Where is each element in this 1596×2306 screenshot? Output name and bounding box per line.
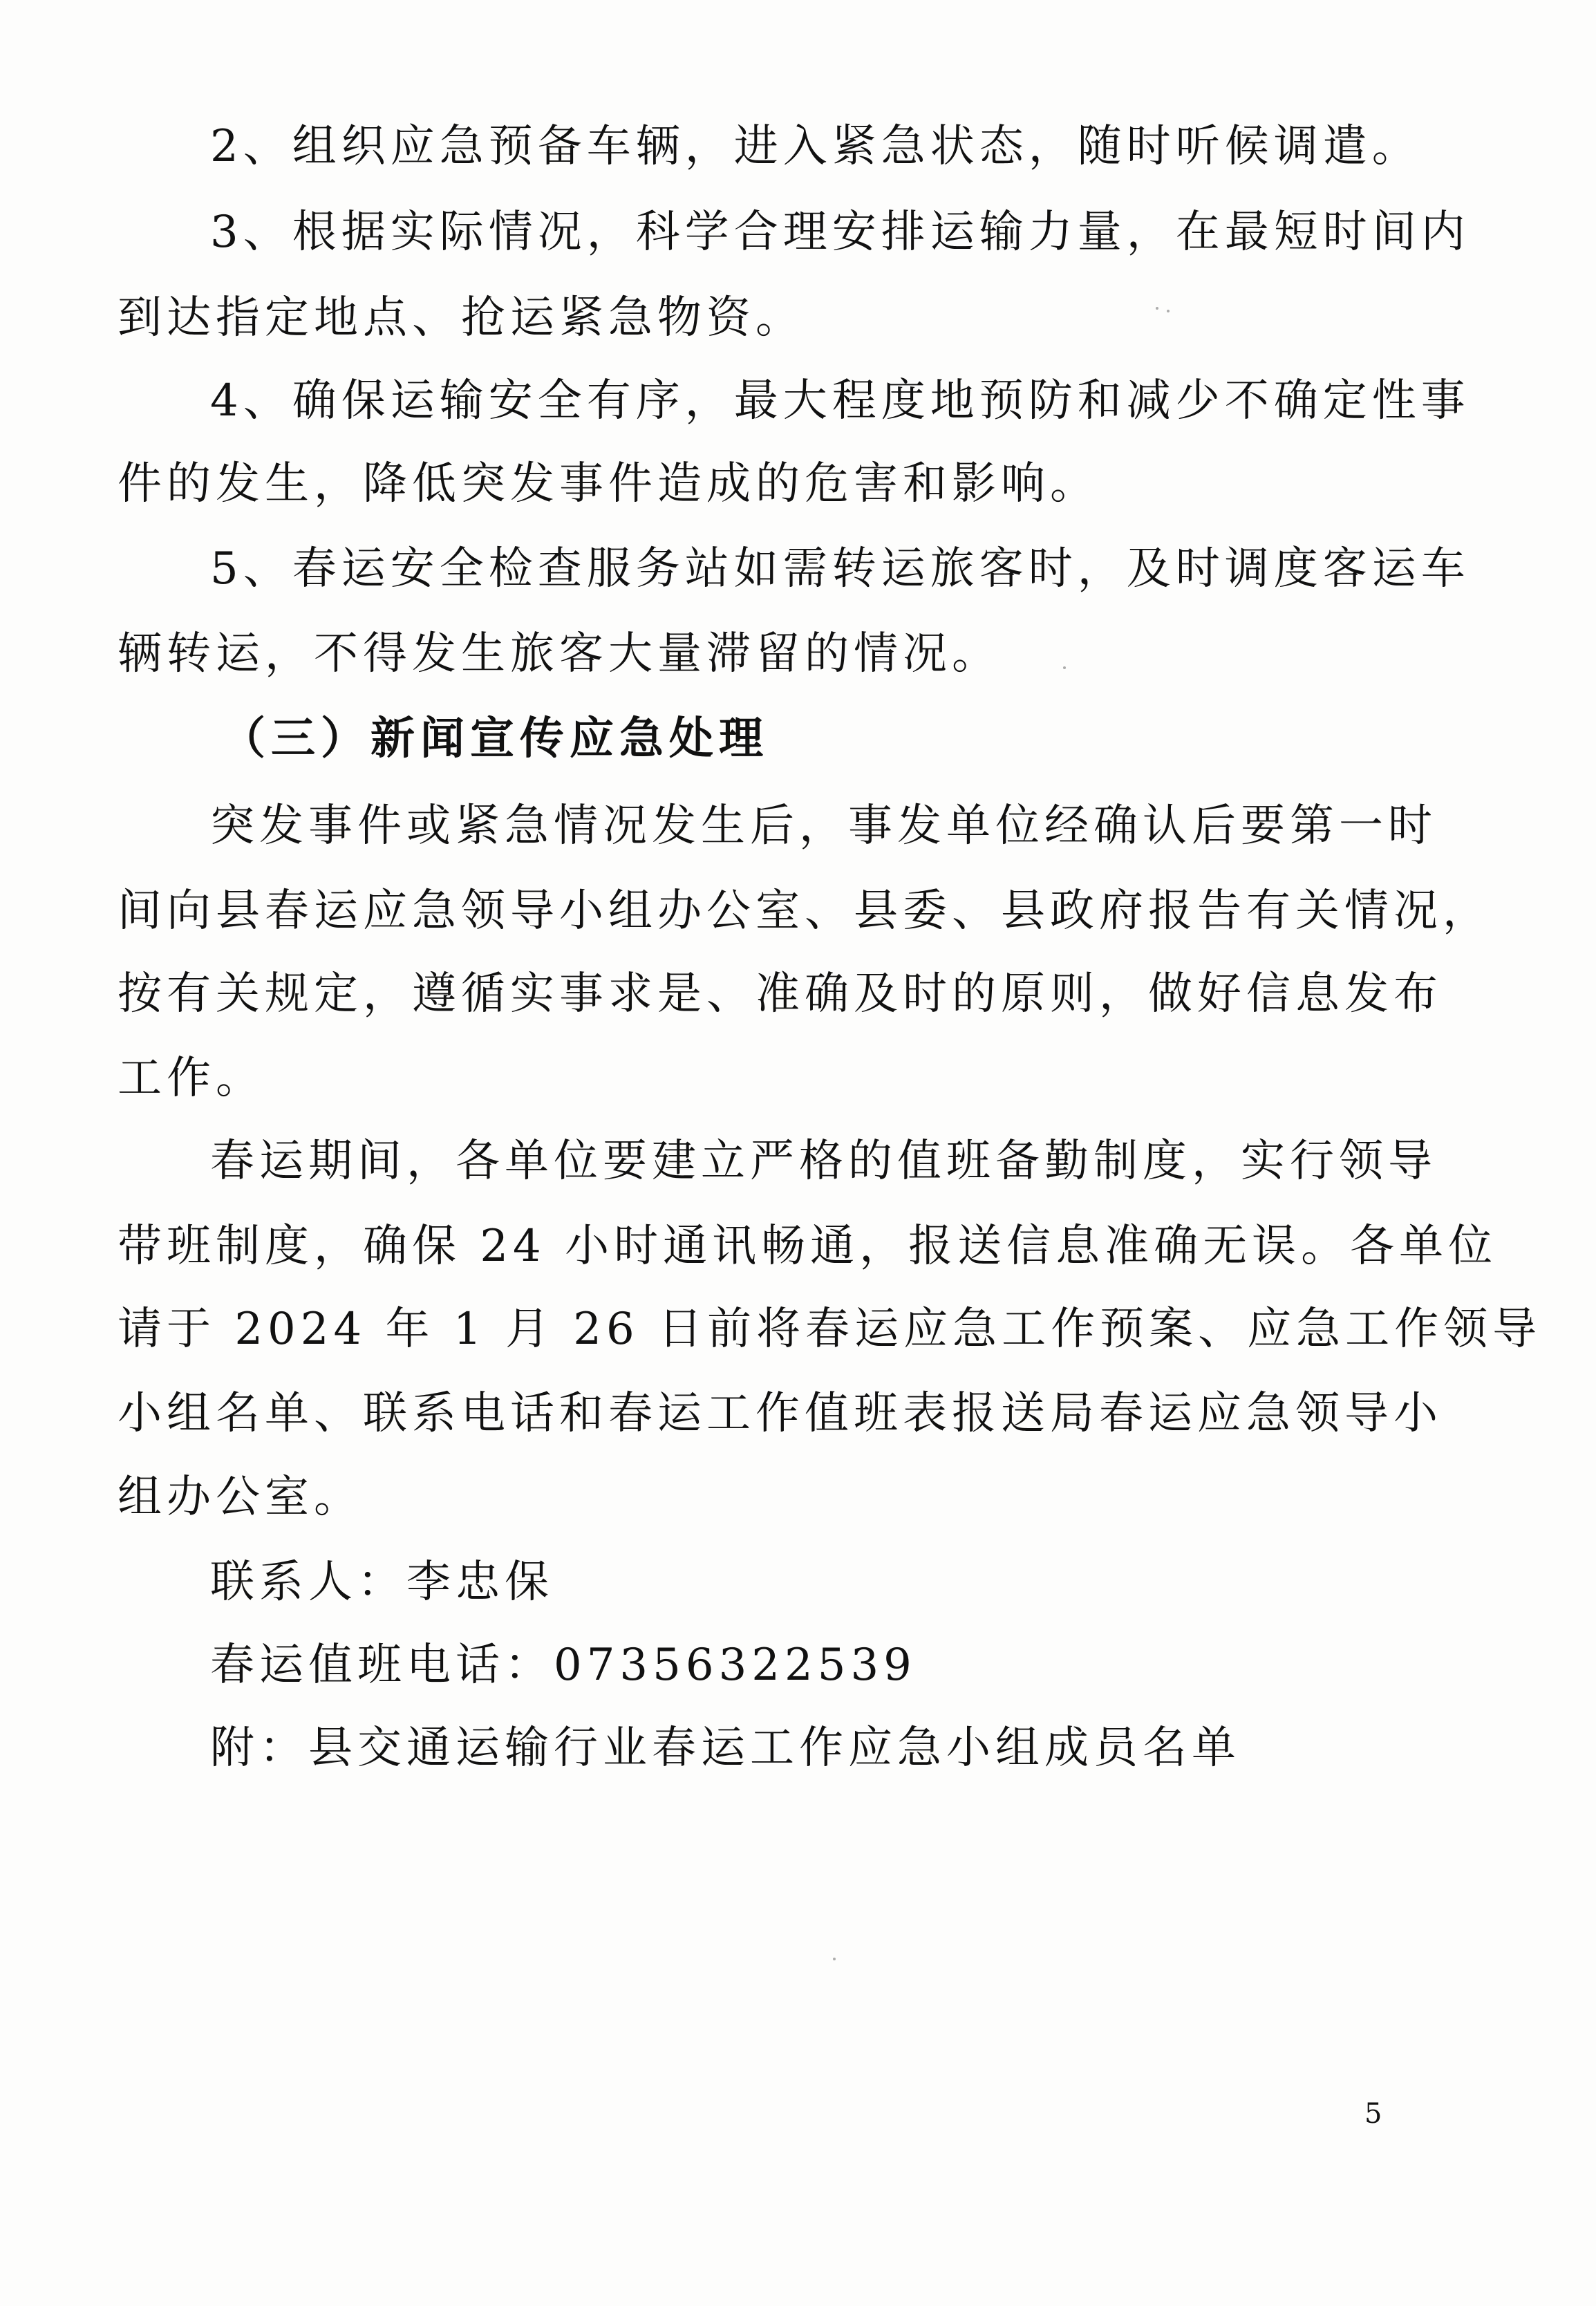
contact-person: 联系人：李忠保 [210,1557,554,1608]
text-line: 春运期间，各单位要建立严格的值班备勤制度，实行领导 [210,1136,1437,1187]
scan-speck [833,1958,836,1960]
text-line: 间向县春运应急领导小组办公室、县委、县政府报告有关情况， [118,885,1492,937]
scan-speck [1063,666,1066,669]
duty-phone: 春运值班电话：07356322539 [210,1640,917,1691]
text-line: 按有关规定，遵循实事求是、准确及时的原则，做好信息发布 [118,968,1443,1020]
text-line: 小组名单、联系电话和春运工作值班表报送局春运应急领导小 [118,1388,1443,1439]
scan-speck [1167,310,1170,312]
text-line: 件的发生，降低突发事件造成的危害和影响。 [118,458,1099,509]
text-line: 到达指定地点、抢运紧急物资。 [118,292,805,344]
text-line: 请于 2024 年 1 月 26 日前将春运应急工作预案、应急工作领导 [118,1304,1542,1355]
section-heading: （三）新闻宣传应急处理 [221,713,769,765]
text-line: 突发事件或紧急情况发生后，事发单位经确认后要第一时 [210,800,1437,852]
text-line: 5、春运安全检查服务站如需转运旅客时，及时调度客运车 [210,543,1470,594]
text-line: 组办公室。 [118,1472,363,1523]
text-line: 辆转运，不得发生旅客大量滞留的情况。 [118,628,1001,679]
attachment-note: 附：县交通运输行业春运工作应急小组成员名单 [210,1723,1241,1774]
text-line: 带班制度，确保 24 小时通讯畅通，报送信息准确无误。各单位 [118,1221,1498,1272]
text-line: 3、根据实际情况，科学合理安排运输力量，在最短时间内 [210,207,1470,258]
text-line: 2、组织应急预备车辆，进入紧急状态，随时听候调遣。 [210,121,1421,172]
text-line: 工作。 [118,1053,265,1104]
scan-speck [1156,307,1158,310]
text-line: 4、确保运输安全有序，最大程度地预防和减少不确定性事 [210,375,1470,426]
page-number: 5 [1364,2098,1382,2130]
